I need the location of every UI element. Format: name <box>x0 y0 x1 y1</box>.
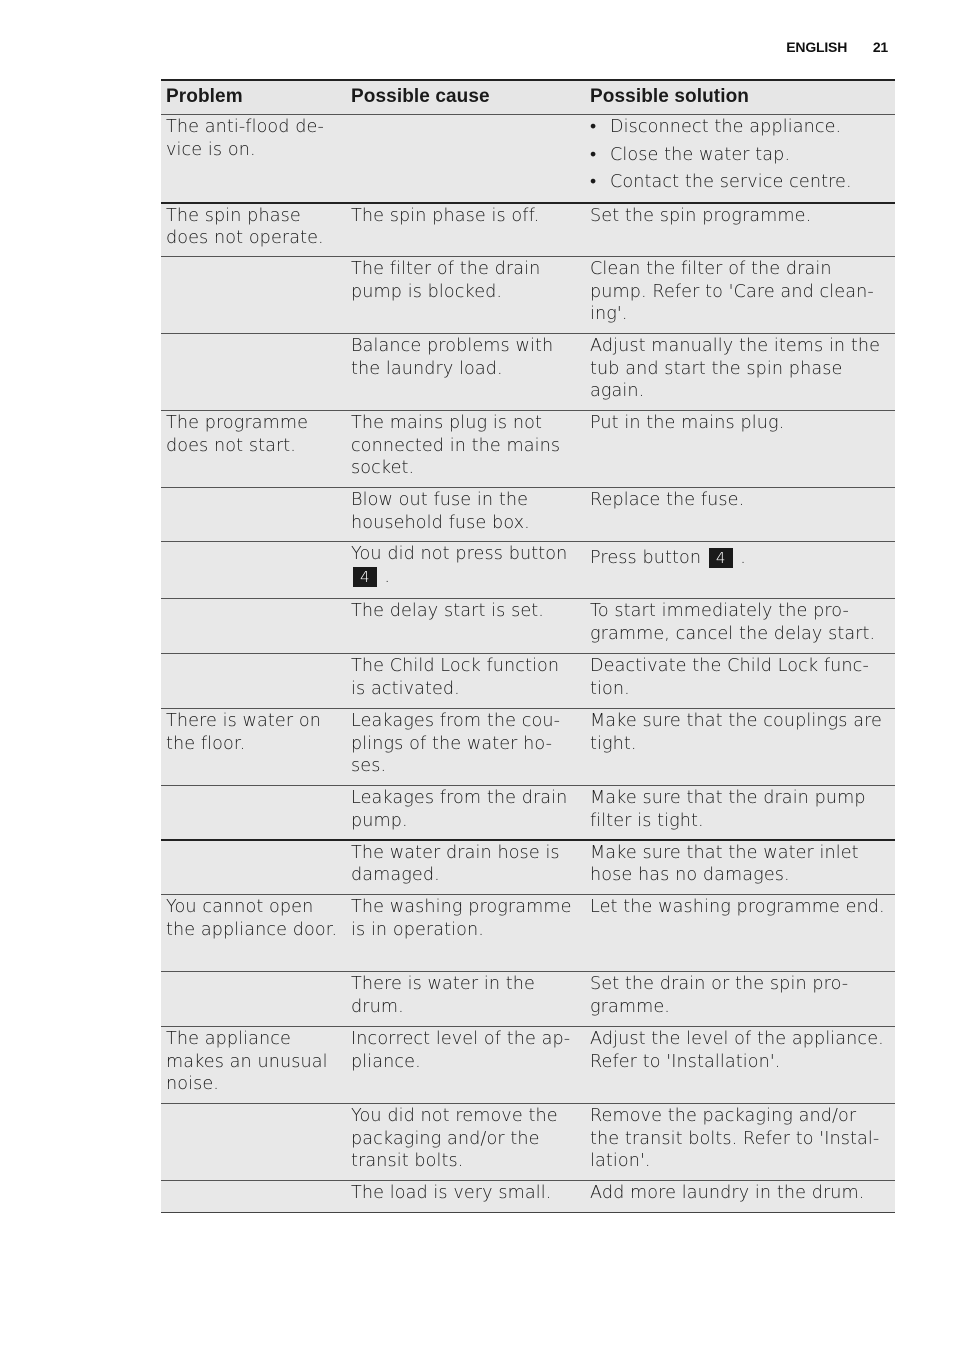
solution-text: Press button <box>590 548 702 568</box>
table-row <box>161 203 895 257</box>
list-item: • Disconnect the appliance. <box>590 116 889 139</box>
table-row <box>161 542 895 599</box>
table-row <box>161 1104 895 1181</box>
cause-cell: There is water in the drum. <box>346 972 585 1027</box>
solution-cell <box>585 542 895 599</box>
page-header <box>786 39 888 55</box>
problem-cell: You cannot open the appliance door. <box>161 895 346 972</box>
problem-cell <box>161 334 346 411</box>
solution-cell <box>585 115 895 203</box>
list-item: • Close the water tap. <box>590 144 889 167</box>
cause-cell: Incorrect level of the ap-pliance. <box>346 1027 585 1104</box>
solution-list <box>590 116 889 194</box>
solution-cell: Make sure that the water inlet hose has no damages. <box>585 840 895 895</box>
solution-cell: Add more laundry in the drum. <box>585 1181 895 1213</box>
problem-cell: The anti-flood de-vice is on. <box>161 115 346 203</box>
solution-cell: Make sure that the couplings are tight. <box>585 709 895 786</box>
cause-cell: The Child Lock function is activated. <box>346 654 585 709</box>
problem-cell <box>161 786 346 840</box>
cause-cell: The water drain hose is damaged. <box>346 840 585 895</box>
problem-cell: There is water on the floor. <box>161 709 346 786</box>
list-item: • Contact the service centre. <box>590 171 889 194</box>
solution-cell: Replace the fuse. <box>585 488 895 542</box>
problem-cell <box>161 599 346 654</box>
cause-cell <box>346 115 585 203</box>
cause-cell: Leakages from the cou-plings of the water ho-ses. <box>346 709 585 786</box>
cause-cell: Blow out fuse in the household fuse box. <box>346 488 585 542</box>
problem-cell <box>161 654 346 709</box>
table-row <box>161 257 895 334</box>
button-4-icon: 4 <box>353 567 377 587</box>
table-row <box>161 786 895 840</box>
cause-cell: The mains plug is not connected in the mains socket. <box>346 411 585 488</box>
cause-cell: The filter of the drain pump is blocked. <box>346 257 585 334</box>
table-row <box>161 709 895 786</box>
problem-cell <box>161 257 346 334</box>
solution-cell: Set the spin programme. <box>585 203 895 257</box>
problem-cell <box>161 972 346 1027</box>
solution-end: . <box>740 548 746 568</box>
column-header-solution: Possible solution <box>585 80 895 115</box>
troubleshooting-table <box>161 79 895 1213</box>
cause-cell: You did not remove the packaging and/or the transit bolts. <box>346 1104 585 1181</box>
table-row <box>161 599 895 654</box>
solution-cell: Adjust manually the items in the tub and start the spin phase again. <box>585 334 895 411</box>
problem-cell: The programme does not start. <box>161 411 346 488</box>
button-4-icon: 4 <box>709 548 733 568</box>
problem-cell <box>161 542 346 599</box>
solution-cell: Make sure that the drain pump filter is tight. <box>585 786 895 840</box>
table-row <box>161 115 895 203</box>
column-header-problem: Problem <box>161 80 346 115</box>
cause-cell: The delay start is set. <box>346 599 585 654</box>
problem-cell <box>161 840 346 895</box>
solution-cell: Set the drain or the spin pro-gramme. <box>585 972 895 1027</box>
solution-cell: Put in the mains plug. <box>585 411 895 488</box>
cause-cell <box>346 542 585 599</box>
problem-cell: The appliance makes an unusual noise. <box>161 1027 346 1104</box>
table-row <box>161 654 895 709</box>
table-row <box>161 488 895 542</box>
cause-cell: The spin phase is off. <box>346 203 585 257</box>
cause-end: . <box>384 566 391 587</box>
solution-cell: Remove the packaging and/or the transit bolts. Refer to 'Instal-lation'. <box>585 1104 895 1181</box>
table-row <box>161 840 895 895</box>
cause-cell: Leakages from the drain pump. <box>346 786 585 840</box>
table-row <box>161 334 895 411</box>
solution-cell: Deactivate the Child Lock func-tion. <box>585 654 895 709</box>
language-label: ENGLISH <box>786 39 848 55</box>
cause-cell: The load is very small. <box>346 1181 585 1213</box>
page-number: 21 <box>872 39 888 55</box>
solution-cell: Let the washing programme end. <box>585 895 895 972</box>
solution-cell: Clean the filter of the drain pump. Refer to 'Care and clean-ing'. <box>585 257 895 334</box>
problem-cell <box>161 488 346 542</box>
problem-cell <box>161 1181 346 1213</box>
cause-cell: The washing programme is in operation. <box>346 895 585 972</box>
cause-text: You did not press button <box>351 544 568 564</box>
table-header-row <box>161 80 895 115</box>
column-header-cause: Possible cause <box>346 80 585 115</box>
table-row <box>161 1181 895 1213</box>
table-row <box>161 972 895 1027</box>
problem-cell <box>161 1104 346 1181</box>
table-row <box>161 411 895 488</box>
table-row <box>161 1027 895 1104</box>
cause-cell: Balance problems with the laundry load. <box>346 334 585 411</box>
problem-cell: The spin phase does not operate. <box>161 203 346 257</box>
table-row <box>161 895 895 972</box>
solution-cell: Adjust the level of the appliance. Refer to 'Installation'. <box>585 1027 895 1104</box>
solution-cell: To start immediately the pro-gramme, cancel the delay start. <box>585 599 895 654</box>
